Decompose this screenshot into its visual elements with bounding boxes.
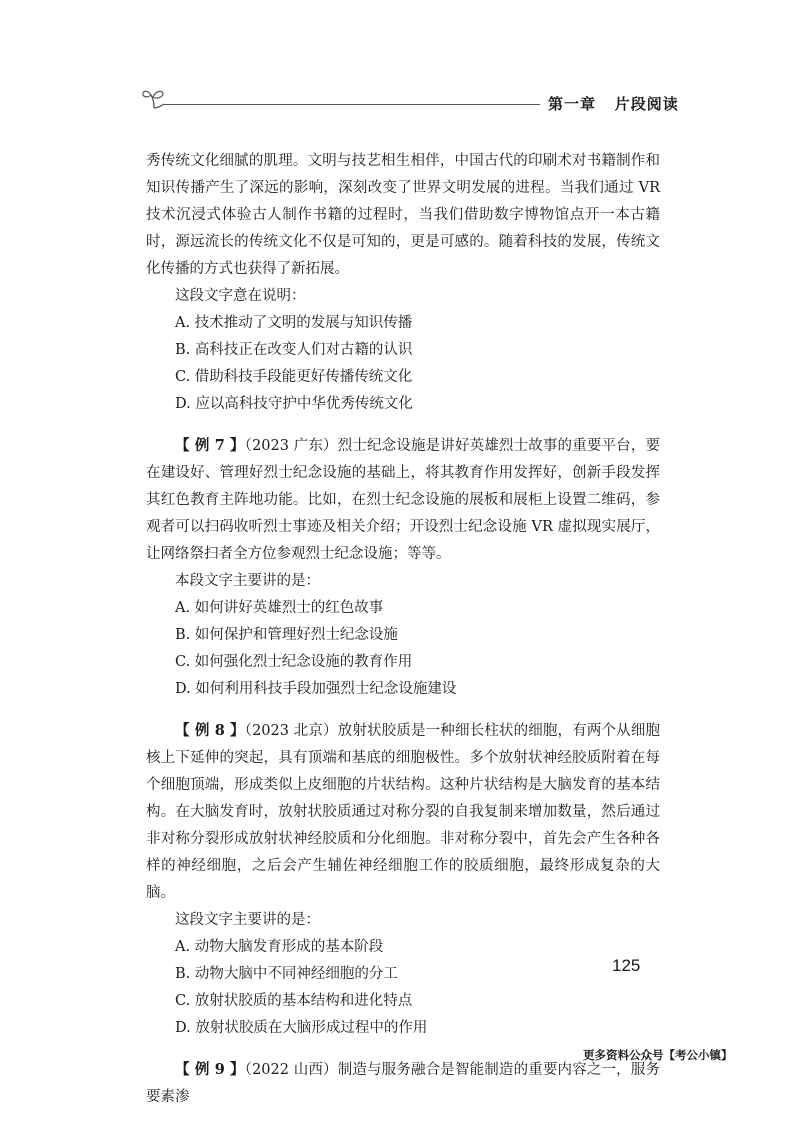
example-7-question: 本段文字主要讲的是： (175, 573, 320, 589)
example-7-label: 【 例 7 】 (175, 437, 245, 454)
page-content (146, 148, 660, 1125)
example-8-question: 这段文字主要讲的是： (175, 912, 320, 928)
example-8-body: 放射状胶质是一种细长柱状的细胞，有两个从细胞核上下延伸的突起，具有顶端和基底的细胞极性。多个放射状神经胶质附着在每个细胞顶端，形成类似上皮细胞的片状结构。这种片状结构是大脑发育的基本结构。在大脑发育时，放射状胶质通过对称分裂的自我复制来增加数量，然后通过非对称分裂形成放射状神经胶质和分化细胞。非对称分裂中，首先会产生各种各样的神经细胞，之后会产生辅佐神经细胞工作的胶质细胞，最终形成复杂的大脑。 (146, 723, 660, 901)
example-8-source: （2023 北京） (244, 723, 338, 739)
example-7 (146, 432, 660, 703)
example-7-body: 烈士纪念设施是讲好英雄烈士故事的重要平台，要在建设好、管理好烈士纪念设施的基础上，将其教育作用发挥好，创新手段发挥其红色教育主阵地功能。比如，在烈士纪念设施的展板和展柜上设置二维码，参观者可以扫码收听烈士事迹及相关介绍；开设烈士纪念设施 VR 虚拟现实展厅，让网络祭扫者全方位参观烈士纪念设施；等等。 (146, 438, 660, 562)
intro-option-a: A. 技术推动了文明的发展与知识传播 (175, 315, 413, 331)
example-7-option-a: A. 如何讲好英雄烈士的红色故事 (175, 600, 384, 616)
example-7-option-c: C. 如何强化烈士纪念设施的教育作用 (175, 654, 413, 670)
intro-option-d: D. 应以高科技守护中华优秀传统文化 (175, 396, 413, 412)
example-8 (146, 717, 660, 1042)
footer-note: 更多资料公众号【考公小镇】 (583, 1048, 733, 1062)
example-8-option-d: D. 放射状胶质在大脑形成过程中的作用 (175, 1020, 428, 1036)
example-7-text (146, 432, 660, 568)
example-8-text (146, 717, 660, 907)
chapter-title (548, 93, 679, 114)
example-7-source: （2023 广东） (244, 438, 338, 454)
example-8-label: 【 例 8 】 (175, 722, 245, 739)
example-9-label: 【 例 9 】 (175, 1061, 245, 1078)
example-7-option-b: B. 如何保护和管理好烈士纪念设施 (175, 627, 398, 643)
intro-question: 这段文字意在说明： (175, 288, 306, 304)
intro-text: 秀传统文化细腻的肌理。文明与技艺相生相伴，中国古代的印刷术对书籍制作和知识传播产生了深远的影响，深刻改变了世界文明发展的进程。当我们通过 VR 技术沉浸式体验古人制作书籍的过程时，当我们借助数字博物馆点开一本古籍时，源远流长的传统文化不仅是可知的，更是可感的。随着科技的发展，传统文化传播的方式也获得了新拓展。 (146, 153, 660, 277)
example-8-option-a: A. 动物大脑发育形成的基本阶段 (175, 939, 384, 955)
header-rule (163, 104, 540, 105)
example-7-option-d: D. 如何利用科技手段加强烈士纪念设施建设 (175, 681, 457, 697)
sprout-icon (139, 86, 169, 110)
page-number: 125 (612, 956, 641, 975)
intro-option-b: B. 高科技正在改变人们对古籍的认识 (175, 342, 413, 358)
example-9-source: （2022 山西） (244, 1062, 338, 1078)
intro-block (146, 148, 660, 418)
chapter-number: 第一章 (548, 95, 597, 113)
intro-option-c: C. 借助科技手段能更好传播传统文化 (175, 369, 413, 385)
example-9-body: 制造与服务融合是智能制造的重要内容之一，服务要素渗 (146, 1062, 660, 1105)
chapter-section: 片段阅读 (614, 95, 679, 113)
example-8-option-b: B. 动物大脑中不同神经细胞的分工 (175, 966, 398, 982)
example-8-option-c: C. 放射状胶质的基本结构和进化特点 (175, 993, 413, 1009)
